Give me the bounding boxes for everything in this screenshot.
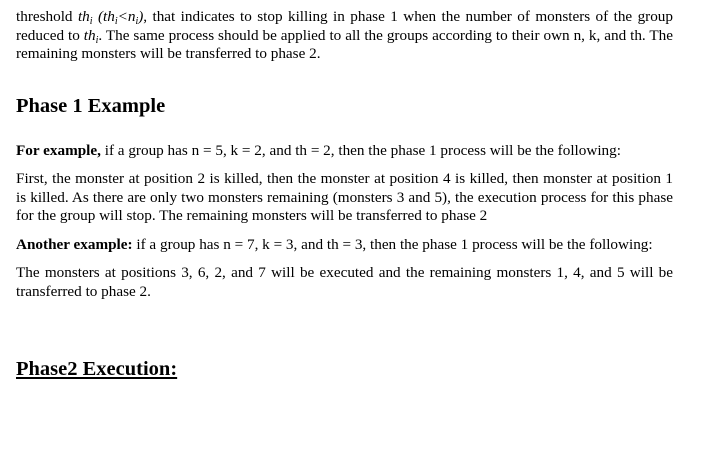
phase1-heading: Phase 1 Example — [16, 94, 166, 117]
example1-text: if a group has n = 5, k = 2, and th = 2, then the phase 1 process will be the following: — [100, 141, 621, 159]
example2-detail-paragraph: The monsters at positions 3, 6, 2, and 7 will be executed and the remaining monsters 1, 4, and 5 will be transferred to phase 2. — [16, 264, 673, 300]
intro-sub-i-3: i — [135, 16, 139, 27]
intro-lt: <n — [117, 8, 136, 25]
example1-detail-paragraph: First, the monster at position 2 is killed, then the monster at position 4 is killed, then monster at position 1 is killed. As there are only two monsters remaining (monsters 3 and 5), the execution process for this phase for the group will stop. The remaining monsters will be transferred to phase 2 — [16, 170, 673, 224]
intro-paragraph — [16, 8, 673, 64]
example2-paragraph — [16, 236, 673, 255]
example1-bold: For example, — [16, 141, 101, 159]
example2-bold: Another example: — [16, 235, 133, 253]
intro-var-th: th — [77, 8, 90, 25]
example1-paragraph — [16, 142, 673, 161]
intro-text-2: , that indicates to stop killing in phase 1 when the number of monsters of the group reduced to — [16, 8, 673, 44]
intro-paren-close: ) — [138, 8, 144, 25]
intro-var-th-2: th — [83, 26, 96, 44]
intro-text-3: . The same process should be applied to all the groups according to their own n, k, and th. The remaining monsters will be transferred to phase 2. — [16, 26, 674, 62]
example2-text: if a group has n = 7, k = 3, and th = 3, then the phase 1 process will be the following: — [132, 235, 653, 253]
phase2-heading: Phase2 Execution: — [16, 358, 178, 380]
intro-text-1: threshold — [16, 8, 78, 25]
intro-paren-open: (th — [92, 8, 115, 25]
intro-sub-i: i — [89, 16, 93, 27]
document-page — [16, 8, 673, 381]
intro-sub-i-2: i — [114, 16, 118, 27]
intro-sub-i-4: i — [95, 34, 99, 46]
